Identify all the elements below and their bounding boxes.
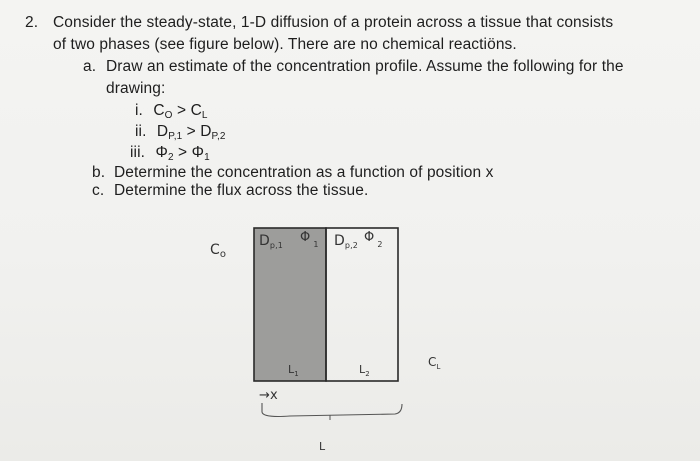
- assumption-i-lhs: C: [153, 102, 165, 119]
- assumption-iii-rhs: Φ: [191, 144, 205, 161]
- problem-stem-line1: Consider the steady-state, 1-D diffusion of a protein across a tissue that consists: [53, 14, 614, 31]
- assumption-iii-num: iii.: [130, 144, 146, 161]
- cl-sub: L: [436, 363, 441, 371]
- assumption-i-num: i.: [135, 102, 143, 119]
- part-b-text: Determine the concentration as a function of position x: [114, 164, 494, 181]
- part-a-line1: Draw an estimate of the concentration profile. Assume the following for the: [106, 58, 624, 75]
- problem-number: 2.: [25, 14, 39, 31]
- cl-label: $C_L$: [428, 355, 441, 371]
- phase1-phi-label: Φ $_1$: [300, 230, 319, 249]
- c0-label-sub: o: [219, 249, 227, 260]
- phase-1-region: [254, 228, 326, 381]
- phase1-D-sub: p,1: [269, 241, 283, 250]
- phase2-phi-label: Φ $_2$: [364, 230, 383, 249]
- phase2-D-sub: p,2: [344, 241, 358, 250]
- assumption-ii-rhs-sub: P,2: [211, 131, 226, 142]
- part-a-marker: a.: [83, 58, 97, 75]
- l1-sub: 1: [294, 370, 299, 378]
- assumption-i-rhs: C: [190, 102, 202, 119]
- phase1-D-label: $D_{p,1}$: [259, 233, 283, 250]
- part-c-text: Determine the flux across the tissue.: [114, 182, 369, 199]
- c0-label: $C_o$: [210, 242, 227, 260]
- assumption-ii-lhs: D: [156, 123, 169, 140]
- assumption-iii-rhs-sub: 1: [204, 152, 210, 163]
- x-direction-arrow: →x: [259, 388, 278, 403]
- assumption-i-op: >: [176, 102, 187, 119]
- total-length-brace: [262, 403, 402, 417]
- assumption-i-lhs-sub: O: [164, 110, 173, 121]
- assumption-iii-lhs-sub: 2: [167, 152, 174, 163]
- l1-label: $L_1$: [288, 363, 299, 378]
- phase-2-region: [326, 228, 398, 381]
- total-length-label: L: [319, 440, 326, 453]
- phase2-D-label: $D_{p,2}$: [334, 233, 358, 250]
- phase2-phi-sub: 2: [377, 240, 383, 249]
- l2-sub: 2: [365, 370, 370, 378]
- phase1-phi-sub: 1: [313, 240, 319, 249]
- assumption-ii-op: >: [186, 123, 196, 140]
- assumption-i-rhs-sub: L: [201, 110, 208, 121]
- assumption-ii-lhs-sub: P,1: [168, 131, 183, 142]
- assumption-ii-num: ii.: [135, 123, 147, 140]
- assumption-ii-rhs: D: [200, 123, 212, 140]
- part-b-marker: b.: [92, 164, 106, 181]
- problem-stem-line2: of two phases (see figure below). There are no chemical reactiöns.: [53, 36, 517, 53]
- l2-label: $L_2$: [359, 363, 370, 378]
- part-a-line2: drawing:: [106, 80, 166, 97]
- part-c-marker: c.: [92, 182, 105, 199]
- assumption-iii-op: >: [178, 144, 188, 161]
- assumption-iii-lhs: Φ: [155, 144, 168, 161]
